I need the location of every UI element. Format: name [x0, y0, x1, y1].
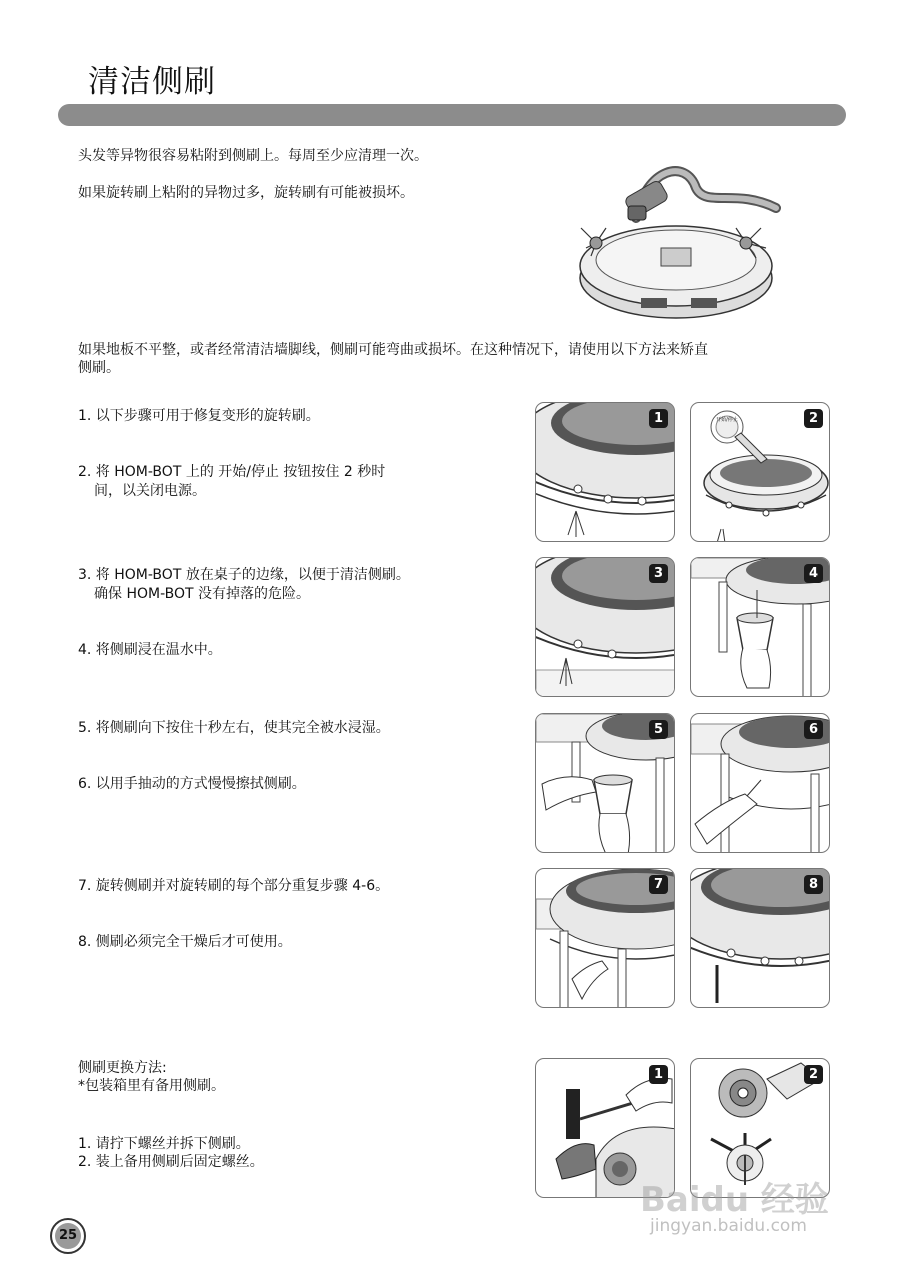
intro-line-1: 头发等异物很容易粘附到侧刷上。每周至少应清理一次。 [78, 148, 428, 164]
title-bar [58, 104, 846, 126]
figure-panel-4 [690, 557, 830, 697]
watermark-url: jingyan.baidu.com [650, 1216, 807, 1236]
replace-note: *包装箱里有备用侧刷。 [78, 1078, 225, 1094]
step-1: 1. 以下步骤可用于修复变形的旋转刷。 [78, 408, 320, 424]
replace-heading: 侧刷更换方法: [78, 1060, 167, 1076]
figure-panel-3 [535, 557, 675, 697]
watermark-logo: Baidu 经验 [640, 1180, 829, 1220]
step-5: 5. 将侧刷向下按住十秒左右，使其完全被水浸湿。 [78, 720, 390, 736]
figure-number-badge: 5 [649, 720, 668, 739]
step-8: 8. 侧刷必须完全干燥后才可使用。 [78, 934, 292, 950]
figure-number-badge: 1 [649, 409, 668, 428]
figure-panel-7 [535, 868, 675, 1008]
page-title: 清洁侧刷 [88, 64, 216, 100]
start-stop-button-label: 开始/停止 [716, 417, 738, 423]
page-number: 25 [55, 1223, 81, 1249]
step-3a: 3. 将 HOM-BOT 放在桌子的边缘，以便于清洁侧刷。 [78, 567, 410, 583]
step-7: 7. 旋转侧刷并对旋转刷的每个部分重复步骤 4-6。 [78, 878, 390, 894]
figure-number-badge: 2 [804, 409, 823, 428]
figure-panel-6 [690, 713, 830, 853]
step-4: 4. 将侧刷浸在温水中。 [78, 642, 222, 658]
replace-step-1: 1. 请拧下螺丝并拆下侧刷。 [78, 1136, 250, 1152]
figure-panel-2 [690, 402, 830, 542]
replace-step-2: 2. 装上备用侧刷后固定螺丝。 [78, 1154, 264, 1170]
intro-line-2: 如果旋转刷上粘附的异物过多，旋转刷有可能被损坏。 [78, 185, 414, 201]
figure-number-badge: 4 [804, 564, 823, 583]
figure-panel-1 [535, 402, 675, 542]
step-2b: 间，以关闭电源。 [94, 483, 206, 499]
figure-number-badge: 7 [649, 875, 668, 894]
step-3b: 确保 HOM-BOT 没有掉落的危险。 [94, 586, 311, 602]
figure-number-badge: 3 [649, 564, 668, 583]
note-line-2: 侧刷。 [78, 360, 120, 376]
figure-number-badge: 2 [804, 1065, 823, 1084]
figure-number-badge: 8 [804, 875, 823, 894]
step-2a: 2. 将 HOM-BOT 上的 开始/停止 按钮按住 2 秒时 [78, 464, 386, 480]
page-number-badge [50, 1218, 86, 1254]
robot-hero-illustration [566, 148, 786, 330]
figure-panel-8 [690, 868, 830, 1008]
figure-panel-5 [535, 713, 675, 853]
step-6: 6. 以用手抽动的方式慢慢擦拭侧刷。 [78, 776, 306, 792]
note-line-1: 如果地板不平整，或者经常清洁墙脚线，侧刷可能弯曲或损坏。在这种情况下，请使用以下方法来矫直 [78, 342, 708, 358]
figure-number-badge: 6 [804, 720, 823, 739]
figure-number-badge: 1 [649, 1065, 668, 1084]
